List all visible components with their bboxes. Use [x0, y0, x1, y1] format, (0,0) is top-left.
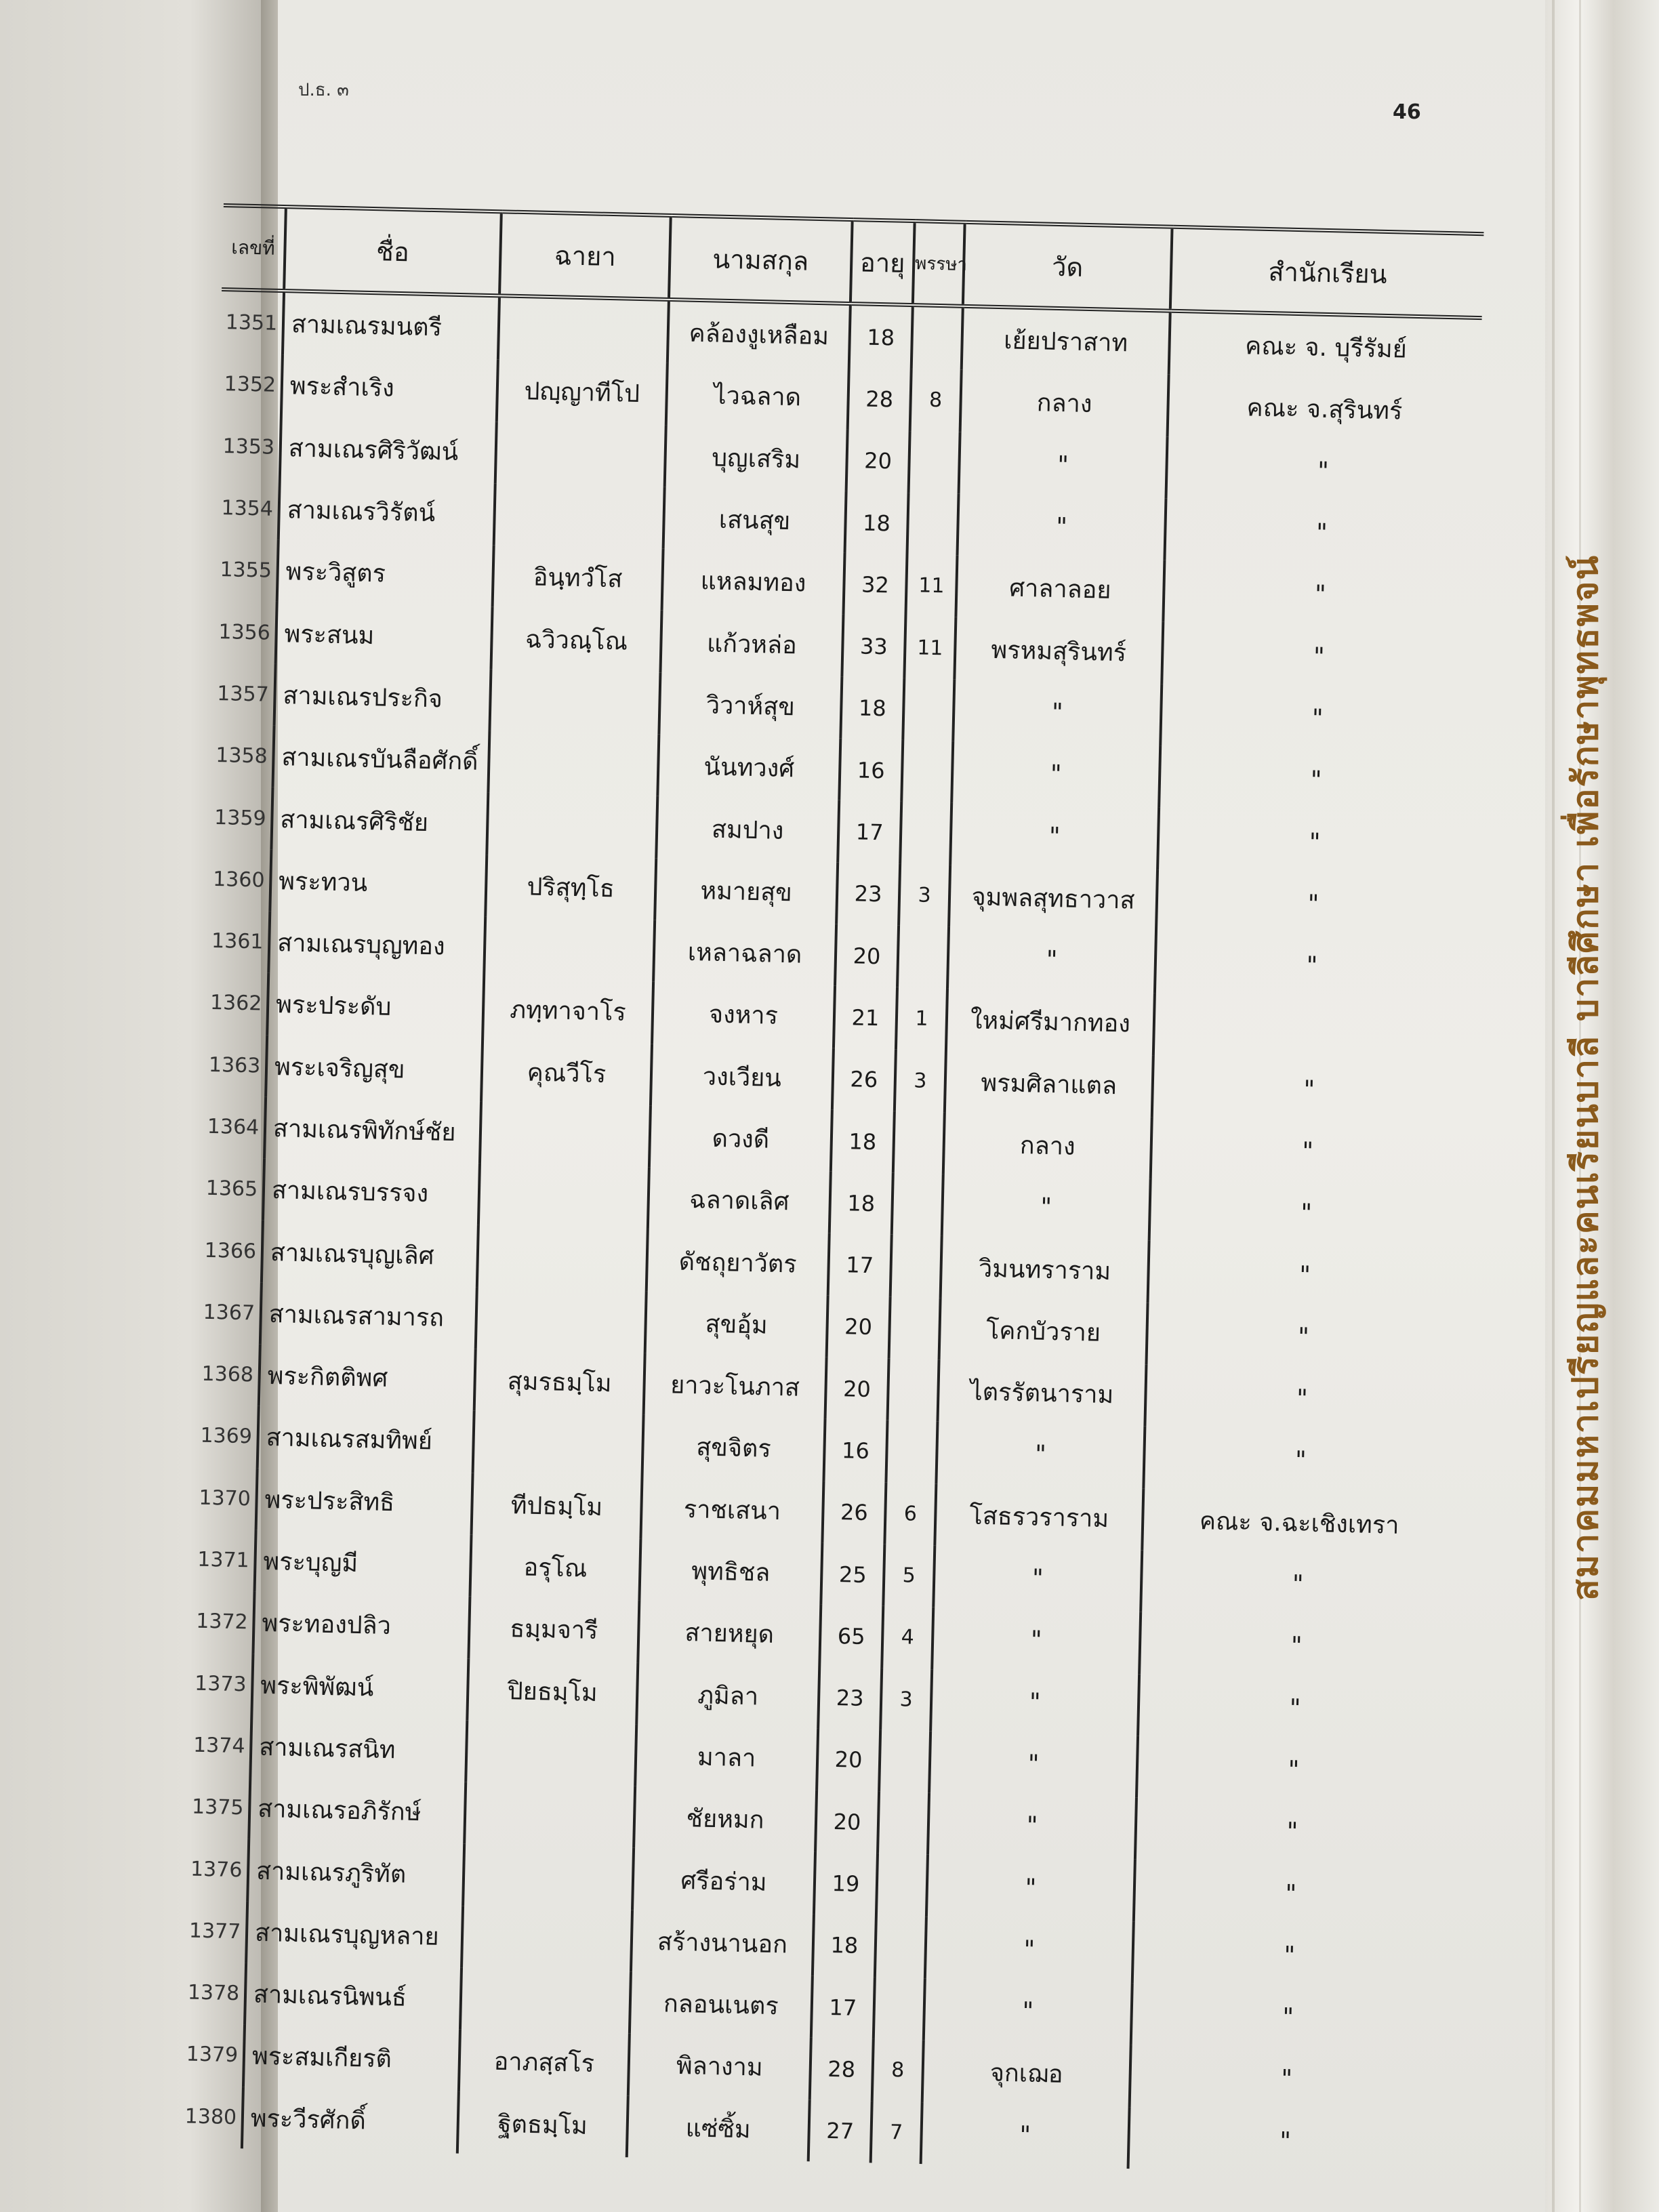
row-name: สามเณรศิริวัฒน์ [280, 417, 497, 483]
row-name: สามเณรสมทิพย์ [258, 1406, 474, 1473]
row-name: สามเณรนิพนธ์ [245, 1963, 462, 2029]
row-age: 23 [818, 1666, 882, 1729]
row-name: พระสมเกียรติ [243, 2025, 460, 2091]
row-chaya [466, 1721, 636, 1786]
row-age: 20 [846, 430, 910, 493]
row-age: 18 [845, 491, 909, 554]
row-vassa: 11 [904, 616, 956, 679]
row-wat: เย้ยปราสาท [962, 306, 1170, 375]
row-number: 1362 [205, 972, 268, 1035]
row-number: 1370 [194, 1467, 258, 1530]
row-chaya [477, 1225, 648, 1291]
row-wat: " [929, 1731, 1138, 1797]
row-vassa [909, 431, 960, 494]
row-number: 1369 [195, 1405, 259, 1468]
row-name: พระทวน [270, 850, 487, 916]
row-vassa: 3 [899, 864, 950, 927]
row-wat: พรหมสุรินทร์ [954, 617, 1163, 684]
row-name: สามเณรบุญทอง [268, 912, 485, 978]
row-chaya: ฐิตธมฺโม [457, 2091, 628, 2157]
row-name: สามเณรมนตรี [283, 291, 499, 359]
row-name: พระทองปลิว [253, 1592, 470, 1658]
row-age: 18 [813, 1914, 876, 1977]
row-school: " [1315, 518, 1328, 548]
row-school: " [1298, 1261, 1311, 1290]
row-wat: พรมศิลาแตล [945, 1050, 1153, 1117]
row-vassa: 3 [895, 1049, 946, 1112]
row-school: " [1310, 766, 1322, 795]
row-age: 27 [808, 2100, 872, 2163]
header-name: ชื่อ [284, 207, 501, 295]
row-chaya [489, 669, 660, 735]
row-number: 1374 [188, 1714, 251, 1777]
row-name: สามเณรศิริชัย [271, 787, 488, 854]
row-chaya: ฉวิวณฺโณ [491, 607, 662, 673]
header-wat: วัด [963, 222, 1172, 311]
row-chaya [480, 1102, 651, 1168]
row-number: 1379 [181, 2024, 245, 2087]
row-number: 1364 [202, 1096, 266, 1159]
row-school: คณะ จ.ฉะเชิงเทรา [1199, 1507, 1399, 1540]
row-school: " [1285, 1879, 1297, 1908]
row-wat: " [930, 1669, 1139, 1736]
row-surname: สมปาง [656, 796, 839, 862]
row-vassa [886, 1420, 937, 1483]
row-chaya: อินฺทวํโส [493, 545, 663, 611]
row-number: 1363 [203, 1033, 267, 1097]
row-chaya [495, 422, 666, 487]
row-surname: นันทวงศ์ [657, 735, 840, 800]
row-chaya [478, 1164, 649, 1229]
row-wat: วิมนทราราม [941, 1236, 1149, 1303]
row-chaya [463, 1844, 634, 1910]
row-age: 17 [838, 800, 901, 863]
row-wat: " [957, 494, 1166, 560]
row-name: สามเณรภูริทัต [247, 1839, 464, 1906]
row-wat: โคกบัวราย [939, 1298, 1148, 1364]
row-chaya [464, 1782, 635, 1848]
row-school: " [1294, 1446, 1307, 1475]
row-vassa [890, 1235, 942, 1298]
row-vassa: 3 [880, 1668, 932, 1731]
row-vassa [912, 305, 963, 370]
row-vassa [889, 1296, 941, 1359]
row-age: 18 [830, 1172, 893, 1235]
row-name: พระเจริญสุข [266, 1035, 483, 1101]
page-edge-line [1552, 0, 1555, 2212]
row-surname: แก้วหล่อ [660, 611, 843, 676]
row-surname: ไวฉลาด [666, 363, 849, 429]
row-wat: กลาง [943, 1112, 1152, 1179]
row-number: 1357 [212, 663, 276, 726]
row-surname: ยาวะโนภาส [644, 1353, 827, 1419]
row-school: " [1307, 890, 1319, 918]
row-vassa [903, 678, 954, 741]
row-number: 1352 [219, 353, 283, 416]
row-name: สามเณรพิทักษ์ชัย [264, 1097, 481, 1164]
row-age: 21 [834, 986, 897, 1049]
row-number: 1358 [210, 724, 274, 787]
row-number: 1356 [213, 600, 277, 663]
row-age: 28 [848, 367, 912, 430]
row-surname: พิลางาม [628, 2034, 811, 2100]
row-age: 26 [822, 1481, 886, 1544]
row-wat: " [926, 1855, 1135, 1921]
row-school: " [1300, 1199, 1313, 1228]
row-chaya: คุณวีโร [481, 1040, 652, 1106]
row-age: 32 [843, 553, 907, 616]
row-wat: " [942, 1174, 1151, 1241]
row-name: พระสำเริง [281, 354, 498, 421]
row-school: " [1303, 1076, 1315, 1104]
row-wat: ใหม่ศรีมากทอง [946, 989, 1155, 1055]
row-number: 1375 [186, 1776, 250, 1839]
row-number: 1376 [185, 1838, 249, 1901]
row-age: 20 [827, 1295, 890, 1358]
row-school: " [1311, 704, 1324, 733]
row-surname: วงเวียน [651, 1044, 834, 1109]
row-age: 20 [815, 1790, 879, 1853]
row-age: 20 [817, 1728, 880, 1791]
row-chaya [473, 1411, 644, 1477]
header-age: อายุ [851, 220, 915, 305]
row-vassa [888, 1359, 939, 1422]
row-wat: โสธรวราราม [935, 1483, 1143, 1550]
header-chaya: ฉายา [499, 211, 671, 300]
row-vassa: 5 [883, 1544, 935, 1607]
row-vassa: 6 [884, 1482, 936, 1545]
roster-table-wrapper [179, 203, 1491, 2211]
row-wat: " [936, 1422, 1145, 1488]
row-number: 1366 [199, 1219, 263, 1282]
row-school: " [1313, 642, 1325, 671]
row-chaya: ปญฺญาทีโป [497, 360, 668, 426]
row-number: 1368 [197, 1343, 260, 1406]
row-age: 18 [831, 1110, 895, 1173]
row-name: พระบุญมี [255, 1530, 472, 1597]
row-wat: " [953, 679, 1162, 745]
row-chaya: สุมรธมฺโม [474, 1349, 645, 1415]
row-chaya [460, 1968, 631, 2034]
row-wat: ศาลาลอย [956, 556, 1164, 622]
row-name: สามเณรประกิจ [274, 664, 491, 731]
row-surname: สุขจิตร [642, 1415, 825, 1481]
row-surname: แหลมทอง [662, 549, 845, 615]
row-school [1153, 994, 1467, 1063]
row-surname: มาลา [635, 1724, 818, 1790]
row-age: 20 [825, 1357, 889, 1420]
row-school: " [1279, 2127, 1292, 2156]
row-name: พระวีรศักดิ์ [242, 2087, 459, 2153]
row-vassa [876, 1853, 928, 1917]
row-school: " [1301, 1137, 1314, 1166]
row-surname: สายหยุด [638, 1601, 821, 1666]
row-surname: กลอนเนตร [630, 1971, 813, 2037]
row-chaya [484, 916, 655, 982]
roster-table [180, 203, 1484, 2175]
row-number: 1354 [216, 477, 280, 540]
row-age: 25 [821, 1542, 884, 1605]
row-vassa [875, 1915, 926, 1978]
row-surname: พุทธิชล [639, 1538, 822, 1604]
header-vassa: พรรษา [913, 221, 965, 306]
row-surname: ดัชถุยาวัตร [647, 1229, 830, 1295]
row-vassa [897, 926, 949, 989]
row-number: 1377 [184, 1900, 247, 1963]
row-age: 16 [823, 1419, 887, 1482]
row-name: สามเณรบุญหลาย [246, 1901, 463, 1967]
row-surname: ชัยหมก [634, 1786, 817, 1852]
row-vassa: 8 [872, 2039, 924, 2102]
row-school: " [1309, 828, 1321, 857]
page-header-code: ป.ธ. ๓ [298, 80, 349, 100]
row-school: " [1288, 1756, 1300, 1784]
row-vassa: 4 [882, 1606, 933, 1669]
row-name: พระกิตติพศ [259, 1345, 476, 1411]
row-number: 1353 [218, 415, 281, 478]
row-number: 1359 [209, 786, 272, 849]
row-chaya: อรุโณ [470, 1535, 640, 1601]
row-number: 1372 [190, 1591, 254, 1654]
row-age: 65 [819, 1605, 883, 1668]
row-vassa [892, 1173, 943, 1236]
row-wat: " [928, 1793, 1136, 1859]
row-vassa [893, 1111, 945, 1174]
row-chaya: ภทฺทาจาโร [483, 978, 653, 1044]
row-age: 18 [840, 677, 904, 740]
row-chaya [462, 1906, 632, 1971]
row-wat: " [947, 927, 1156, 994]
row-age: 33 [842, 615, 905, 678]
row-vassa [879, 1729, 930, 1793]
header-school: สำนักเรียน [1170, 227, 1484, 318]
watermark [1562, 454, 1610, 1701]
row-name: พระประดับ [267, 973, 484, 1040]
row-chaya: ปิยธมฺโม [467, 1658, 638, 1724]
row-surname: บุญเสริม [665, 425, 848, 491]
row-vassa [901, 740, 953, 803]
row-surname: ราชเสนา [640, 1477, 823, 1542]
row-school: คณะ จ.สุรินทร์ [1246, 394, 1403, 426]
row-vassa [900, 802, 951, 865]
row-surname: ศรีอร่าม [632, 1848, 815, 1914]
row-name: สามเณรบรรจง [263, 1159, 480, 1225]
row-number: 1360 [207, 848, 271, 911]
row-vassa: 8 [910, 369, 962, 432]
row-school: " [1282, 2003, 1294, 2032]
row-age: 23 [836, 862, 900, 925]
row-number: 1361 [206, 910, 270, 973]
row-surname: ภูมิลา [636, 1662, 819, 1728]
watermark-text: สมาคมมหาเปรียญและคนเรียนบาลี บาลีศึกษา เพื่อรักษาพุทธพจน์ [1565, 554, 1606, 1601]
row-age: 28 [810, 2038, 874, 2101]
row-wat: จุกเฌอ [922, 2040, 1131, 2106]
row-age: 20 [835, 924, 899, 987]
row-wat: " [950, 803, 1159, 869]
row-school: " [1292, 1570, 1304, 1599]
row-chaya [488, 731, 659, 796]
row-chaya [476, 1288, 647, 1353]
row-wat: กลาง [960, 370, 1169, 436]
row-name: สามเณรวิรัตน์ [279, 478, 495, 545]
row-school: " [1280, 2065, 1293, 2093]
row-name: พระพิพัฒน์ [251, 1654, 468, 1720]
row-school: " [1297, 1323, 1310, 1351]
row-school: " [1306, 951, 1318, 981]
row-chaya: ทีปธมฺโม [472, 1473, 642, 1538]
header-number: เลขที่ [222, 205, 286, 291]
header-surname: นามสกุล [669, 216, 853, 304]
row-name: สามเณรสามารถ [260, 1282, 477, 1349]
row-wat: " [924, 1978, 1132, 2045]
row-vassa [874, 1977, 925, 2040]
row-surname: วิวาห์สุข [659, 673, 842, 739]
row-vassa [907, 493, 959, 556]
row-surname: ดวงดี [649, 1105, 832, 1171]
row-vassa: 7 [871, 2101, 922, 2164]
row-chaya: อาภสฺสโร [459, 2030, 630, 2095]
row-number: 1373 [189, 1652, 253, 1715]
row-age: 17 [828, 1233, 892, 1296]
row-name: สามเณรอภิรักษ์ [249, 1778, 466, 1844]
row-surname: เหลาฉลาด [653, 920, 836, 986]
row-surname: สร้างนานอก [631, 1910, 814, 1975]
row-surname: หมายสุข [655, 858, 838, 924]
row-chaya: ปริสุทฺโธ [485, 855, 656, 920]
row-name: สามเณรบันลือศักดิ์ [272, 726, 489, 792]
row-school: คณะ จ. บุรีรัมย์ [1244, 332, 1408, 364]
row-surname: จงหาร [652, 982, 835, 1048]
row-wat: " [925, 1917, 1134, 1983]
row-number: 1365 [201, 1158, 264, 1221]
row-number: 1367 [198, 1281, 262, 1344]
row-age: 19 [814, 1852, 878, 1915]
row-vassa: 1 [896, 987, 947, 1050]
roster-body [180, 289, 1482, 2175]
row-wat: " [951, 741, 1160, 808]
row-name: พระวิสูตร [277, 540, 494, 607]
row-school: " [1286, 1818, 1298, 1846]
row-age: 17 [811, 1975, 875, 2039]
row-chaya: ธมฺมจารี [468, 1597, 639, 1662]
row-school: " [1317, 457, 1330, 485]
row-school: " [1283, 1942, 1296, 1970]
row-surname: แซ่ซิ้ม [627, 2095, 810, 2161]
row-surname: สุขอุ้ม [645, 1291, 828, 1357]
row-school: " [1290, 1632, 1303, 1661]
row-number: 1355 [215, 539, 279, 602]
row-age: 18 [849, 304, 913, 369]
row-number: 1371 [192, 1528, 256, 1591]
row-wat: " [921, 2102, 1130, 2169]
row-number: 1351 [220, 289, 284, 354]
row-chaya [498, 295, 669, 363]
row-number: 1380 [180, 2085, 243, 2148]
row-school: " [1296, 1385, 1309, 1413]
row-age: 26 [832, 1048, 896, 1111]
row-school: " [1314, 581, 1327, 609]
row-name: พระประสิทธิ [256, 1468, 473, 1534]
page-number: 46 [1393, 100, 1421, 124]
row-vassa: 11 [905, 554, 957, 617]
row-school: " [1289, 1694, 1301, 1723]
row-wat: ไตรรัตนาราม [937, 1359, 1146, 1426]
row-wat: จุมพลสุทธาวาส [949, 865, 1158, 931]
row-vassa [878, 1792, 929, 1855]
row-name: สามเณรสนิท [250, 1715, 467, 1782]
row-name: สามเณรบุญเลิศ [262, 1221, 478, 1287]
row-surname: เสนสุข [663, 487, 846, 553]
row-wat: " [932, 1607, 1141, 1674]
row-chaya [487, 792, 657, 858]
row-wat: " [933, 1545, 1142, 1612]
row-age: 16 [839, 739, 903, 802]
row-chaya [494, 483, 665, 549]
row-name: พระสนม [276, 602, 493, 668]
row-surname: ฉลาดเลิศ [648, 1168, 831, 1233]
row-surname: คล้องงูเหลือม [668, 300, 851, 367]
row-wat: " [959, 432, 1168, 498]
row-number: 1378 [182, 1961, 246, 2024]
